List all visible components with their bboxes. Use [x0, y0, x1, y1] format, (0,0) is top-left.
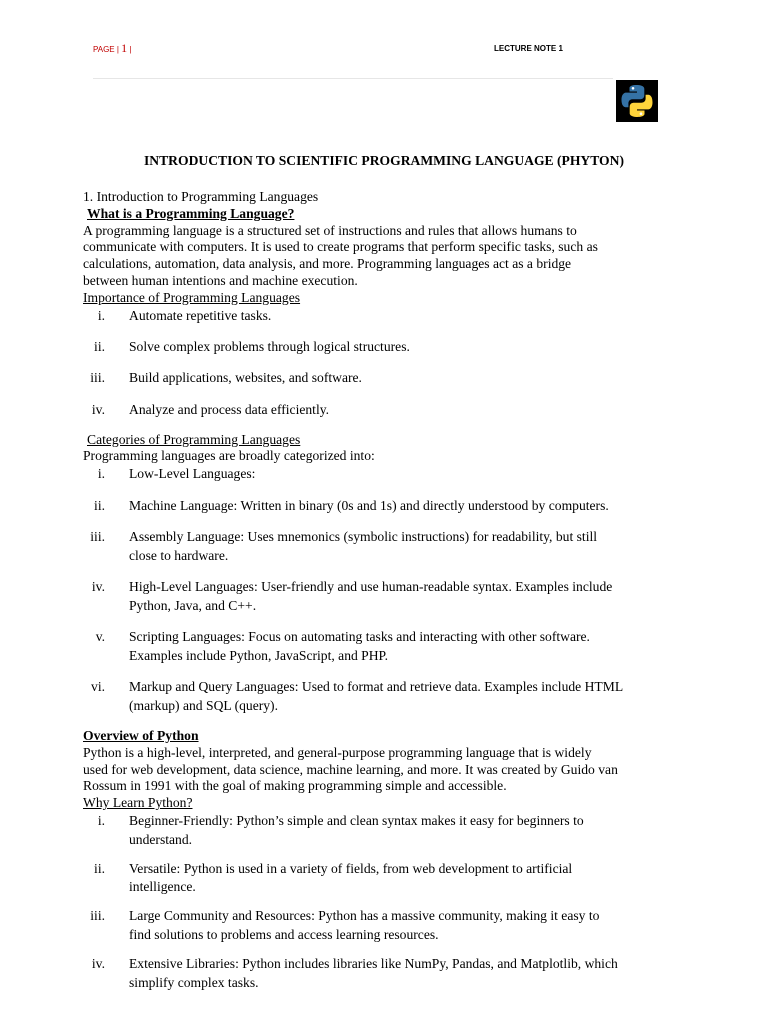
python-logo-icon [616, 80, 658, 122]
list-item-text: simplify complex tasks. [129, 974, 259, 990]
list-item-text: Markup and Query Languages: Used to format and retrieve data. Examples include HTML [129, 679, 624, 695]
paragraph-line: Rossum in 1991 with the goal of making programming simple and accessible. [83, 778, 507, 794]
page-header [0, 0, 768, 80]
list-item-text: understand. [129, 831, 193, 847]
list-item [83, 497, 693, 516]
document-title: INTRODUCTION TO SCIENTIFIC PROGRAMMING LANGUAGE (PHYTON) [144, 153, 624, 168]
list-marker: ii. [94, 497, 105, 513]
subheading-what-is: What is a Programming Language? [87, 205, 295, 221]
list-marker: vi. [91, 679, 105, 695]
list-marker: v. [95, 629, 105, 645]
overview-heading: Overview of Python [83, 728, 199, 744]
list-marker: iv. [91, 579, 105, 595]
list-item [83, 955, 693, 993]
list-item-text: intelligence. [129, 879, 196, 895]
list-item-text: Build applications, websites, and software. [129, 370, 362, 386]
list-marker: iii. [90, 908, 105, 924]
list-item-text: Automate repetitive tasks. [129, 307, 272, 323]
list-marker: iv. [91, 955, 105, 971]
paragraph-line: calculations, automation, data analysis, and more. Programming languages act as a bridge [83, 256, 572, 272]
list-item [83, 465, 693, 484]
list-item [83, 338, 693, 357]
page-number: 1 [121, 41, 128, 55]
why-learn-list [83, 812, 693, 992]
list-item [83, 401, 693, 420]
list-marker: iii. [90, 528, 105, 544]
page-number-label [93, 41, 131, 56]
categories-intro: Programming languages are broadly categorized into: [83, 448, 375, 464]
list-item-text: Large Community and Resources: Python has a massive community, making it easy to [129, 908, 600, 924]
list-marker: i. [97, 307, 105, 323]
list-item-text: High-Level Languages: User-friendly and use human-readable syntax. Examples include [129, 579, 613, 595]
list-item-text: Analyze and process data efficiently. [129, 401, 330, 417]
categories-list [83, 465, 693, 716]
page-prefix: PAGE | [93, 45, 122, 54]
paragraph-line: A programming language is a structured set of instructions and rules that allows humans to [83, 222, 577, 238]
list-marker: ii. [94, 338, 105, 354]
list-item [83, 678, 693, 716]
list-item-text: close to hardware. [129, 547, 229, 563]
list-item-text: Scripting Languages: Focus on automating tasks and interacting with other software. [129, 629, 590, 645]
list-item [83, 812, 693, 850]
list-item-text: Examples include Python, JavaScript, and PHP. [129, 648, 389, 664]
paragraph-line: Python is a high-level, interpreted, and general-purpose programming language that is widely [83, 744, 592, 760]
categories-heading: Categories of Programming Languages [87, 431, 301, 447]
list-item [83, 528, 693, 566]
list-marker: i. [97, 813, 105, 829]
list-item-text: Versatile: Python is used in a variety of fields, from web development to artificial [129, 860, 573, 876]
list-marker: iv. [91, 401, 105, 417]
list-item-text: Low-Level Languages: [129, 466, 256, 482]
list-marker: i. [97, 466, 105, 482]
list-item-text: Machine Language: Written in binary (0s and 1s) and directly understood by computers. [129, 497, 609, 513]
list-item-text: Assembly Language: Uses mnemonics (symbolic instructions) for readability, but still [129, 528, 598, 544]
list-item [83, 907, 693, 945]
list-item [83, 628, 693, 666]
intro-paragraph [83, 223, 693, 290]
section-heading: 1. Introduction to Programming Languages [83, 189, 319, 204]
list-item [83, 307, 693, 326]
document-body [83, 189, 693, 992]
page-suffix: | [127, 45, 132, 54]
paragraph-line: used for web development, data science, machine learning, and more. It was created by Guido van [83, 761, 618, 777]
list-item-text: find solutions to problems and access learning resources. [129, 927, 439, 943]
lecture-note-label: LECTURE NOTE 1 [494, 44, 563, 53]
paragraph-line: communicate with computers. It is used to create programs that perform specific tasks, such as [83, 239, 598, 255]
list-item-text: (markup) and SQL (query). [129, 698, 278, 714]
importance-heading: Importance of Programming Languages [83, 289, 301, 305]
list-item [83, 369, 693, 388]
list-item-text: Beginner-Friendly: Python’s simple and clean syntax makes it easy for beginners to [129, 813, 584, 829]
importance-list [83, 307, 693, 420]
list-item [83, 578, 693, 616]
list-marker: iii. [90, 370, 105, 386]
list-item [83, 860, 693, 898]
header-divider [93, 78, 613, 79]
list-marker: ii. [94, 860, 105, 876]
why-learn-heading: Why Learn Python? [83, 795, 193, 811]
list-item-text: Solve complex problems through logical structures. [129, 338, 410, 354]
paragraph-line: between human intentions and machine execution. [83, 272, 358, 288]
overview-paragraph [83, 745, 693, 795]
list-item-text: Python, Java, and C++. [129, 597, 257, 613]
list-item-text: Extensive Libraries: Python includes libraries like NumPy, Pandas, and Matplotlib, which [129, 955, 618, 971]
